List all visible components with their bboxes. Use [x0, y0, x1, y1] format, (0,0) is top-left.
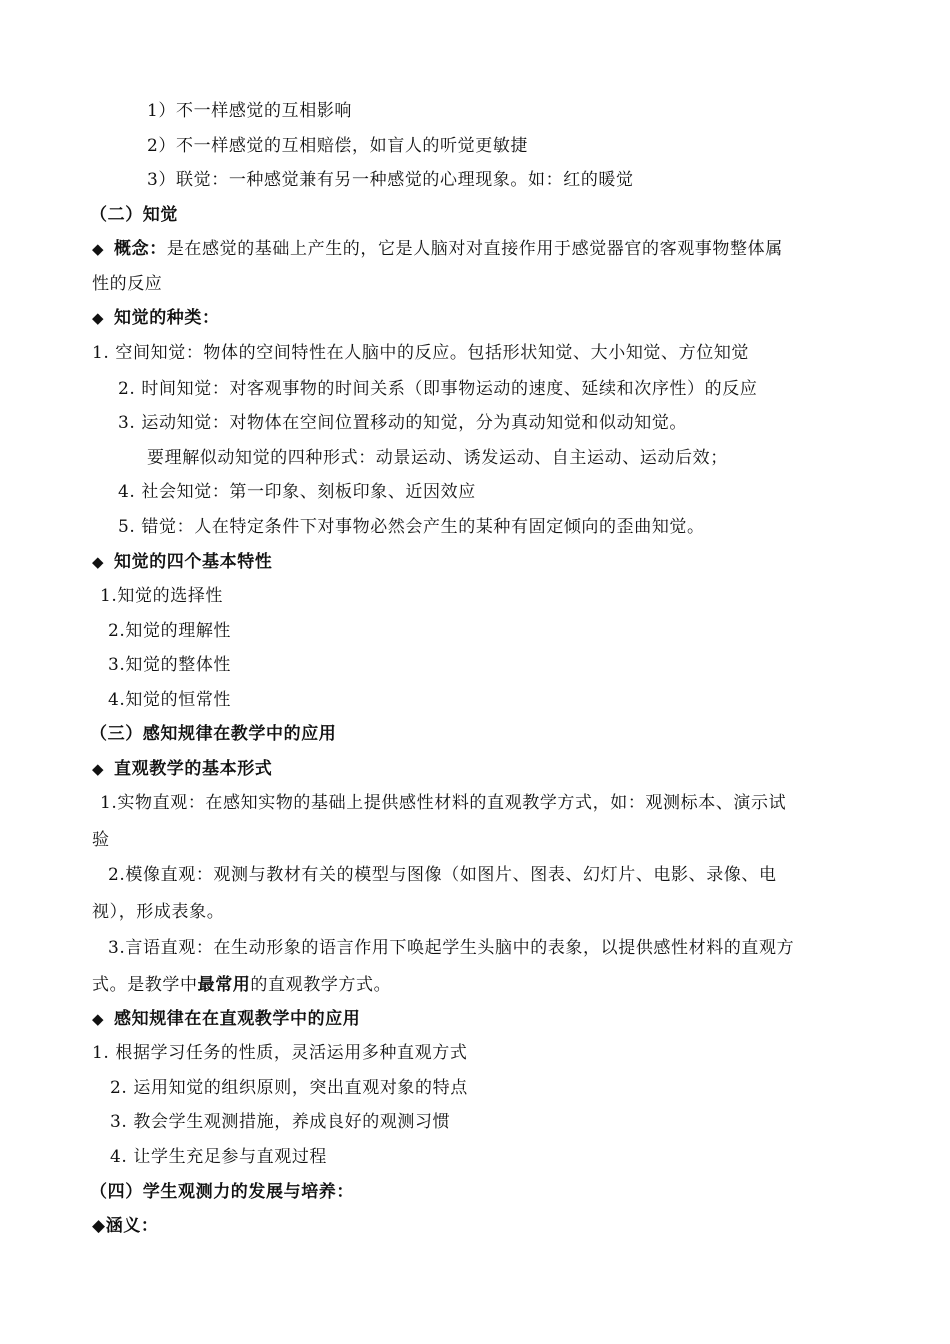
- subheading-text: 感知规律在在直观教学中的应用: [114, 1009, 361, 1029]
- subheading-text: 知觉的种类：: [114, 308, 220, 328]
- list-item: 4. 社会知觉：第一印象、刻板印象、近因效应: [118, 482, 476, 502]
- subheading: [92, 758, 272, 780]
- list-item: 2）不一样感觉的互相赔偿，如盲人的听觉更敏捷: [147, 136, 529, 156]
- paragraph-line: 2.模像直观：观测与教材有关的模型与图像（如图片、图表、幻灯片、电影、录像、电: [108, 865, 777, 885]
- list-item: 4.知觉的恒常性: [108, 690, 232, 710]
- subheading: [92, 307, 220, 329]
- list-item: 1.知觉的选择性: [100, 586, 224, 606]
- section-heading: （二）知觉: [90, 205, 178, 225]
- list-item: 3）联觉：一种感觉兼有另一种感觉的心理现象。如：红的暖觉: [147, 170, 634, 190]
- list-item: 2. 时间知觉：对客观事物的时间关系（即事物运动的速度、延续和次序性）的反应: [118, 379, 758, 399]
- list-item: 4. 让学生充足参与直观过程: [110, 1147, 328, 1167]
- subheading: [92, 551, 272, 573]
- list-item: 2. 运用知觉的组织原则，突出直观对象的特点: [110, 1078, 468, 1098]
- diamond-bullet-icon: ◆: [92, 1216, 106, 1236]
- list-item: 2.知觉的理解性: [108, 621, 232, 641]
- text-span: 的直观教学方式。: [250, 975, 392, 995]
- paragraph-line: 3.言语直观：在生动形象的语言作用下唤起学生头脑中的表象，以提供感性材料的直观方: [108, 938, 795, 958]
- list-item: 3. 教会学生观测措施，养成良好的观测习惯: [110, 1112, 451, 1132]
- diamond-bullet-icon: ◆: [92, 760, 105, 778]
- emphasis-text: 最常用: [197, 975, 251, 995]
- list-item: 3.知觉的整体性: [108, 655, 232, 675]
- list-item: 要理解似动知觉的四种形式：动景运动、诱发运动、自主运动、运动后效；: [147, 448, 728, 468]
- list-item: 3. 运动知觉：对物体在空间位置移动的知觉，分为真动知觉和似动知觉。: [118, 413, 688, 433]
- list-item: 1. 空间知觉：物体的空间特性在人脑中的反应。包括形状知觉、大小知觉、方位知觉: [92, 343, 750, 363]
- subheading: [92, 1008, 360, 1030]
- section-heading: （四）学生观测力的发展与培养：: [90, 1182, 354, 1202]
- subheading: [92, 1215, 159, 1237]
- paragraph-line: 1.实物直观：在感知实物的基础上提供感性材料的直观教学方式，如：观测标本、演示试: [100, 793, 787, 813]
- concept-paragraph: [92, 238, 783, 260]
- diamond-bullet-icon: ◆: [92, 240, 105, 258]
- paragraph-line: 视），形成表象。: [92, 902, 225, 922]
- paragraph-line: 性的反应: [92, 274, 163, 294]
- paragraph-line: 验: [92, 830, 110, 850]
- section-heading: （三）感知规律在教学中的应用: [90, 724, 337, 744]
- diamond-bullet-icon: ◆: [92, 309, 105, 327]
- list-item: 1. 根据学习任务的性质，灵活运用多种直观方式: [92, 1043, 468, 1063]
- diamond-bullet-icon: ◆: [92, 553, 105, 571]
- diamond-bullet-icon: ◆: [92, 1010, 105, 1028]
- list-item: 1）不一样感觉的互相影响: [147, 101, 353, 121]
- concept-label: 概念：: [114, 239, 167, 259]
- concept-text: 是在感觉的基础上产生的，它是人脑对对直接作用于感觉器官的客观事物整体属: [166, 239, 783, 259]
- subheading-text: 知觉的四个基本特性: [114, 552, 273, 572]
- paragraph-line: [92, 974, 391, 996]
- list-item: 5. 错觉：人在特定条件下对事物必然会产生的某种有固定倾向的歪曲知觉。: [118, 517, 705, 537]
- text-span: 式。是教学中: [92, 975, 198, 995]
- subheading-text: 直观教学的基本形式: [114, 759, 273, 779]
- subheading-text: 涵义：: [105, 1216, 159, 1236]
